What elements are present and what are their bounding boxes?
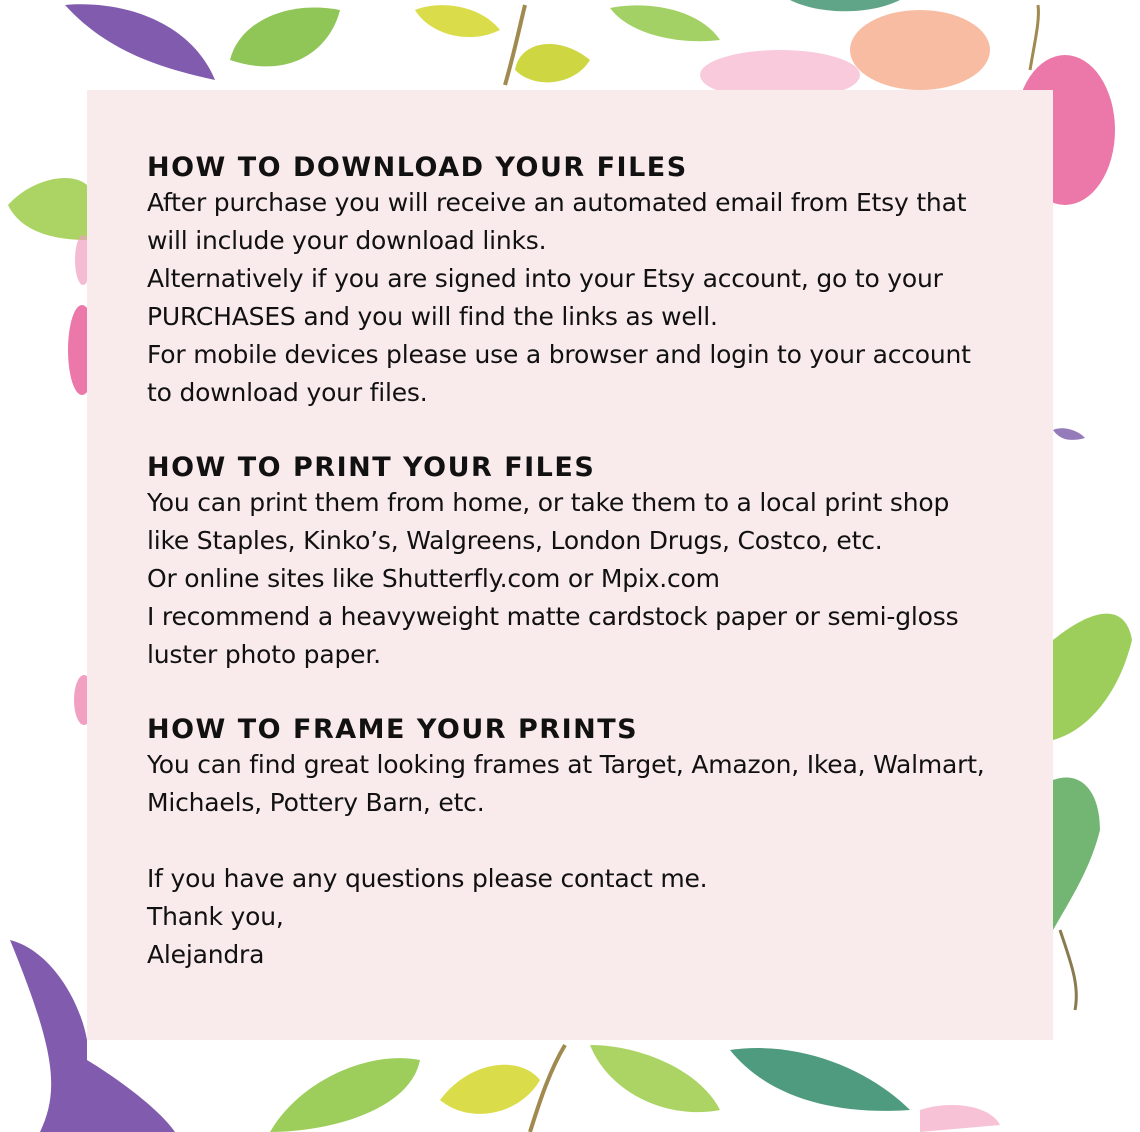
download-heading: HOW TO DOWNLOAD YOUR FILES [147, 152, 688, 183]
frame-heading: HOW TO FRAME YOUR PRINTS [147, 714, 639, 745]
frame-section [147, 714, 997, 822]
teal-leaf-top [790, 0, 900, 11]
closing-section [147, 860, 997, 974]
print-line-3: Or online sites like Shutterfly.com or Mpix.com [147, 564, 720, 593]
purple-leaf-top-left [65, 4, 215, 80]
teal-leaf-bottom [730, 1048, 910, 1111]
yellow-leaf-top-2 [515, 44, 590, 82]
peach-blossom-top [850, 10, 990, 90]
print-line-5: luster photo paper. [147, 640, 381, 669]
section-spacer [147, 412, 997, 452]
yellow-leaf-top [415, 5, 500, 37]
download-line-5: For mobile devices please use a browser and login to your account [147, 340, 971, 369]
frame-line-2: Michaels, Pottery Barn, etc. [147, 788, 485, 817]
download-line-2: will include your download links. [147, 226, 547, 255]
green-leaf-top [230, 7, 340, 66]
instructions-content [147, 152, 997, 974]
green-leaf-left [8, 178, 87, 240]
green-leaf-right [1053, 614, 1132, 740]
download-line-4: PURCHASES and you will find the links as well. [147, 302, 718, 331]
green-leaf-top-2 [610, 5, 720, 41]
signature-name: Alejandra [147, 940, 265, 969]
download-section [147, 152, 997, 412]
print-line-4: I recommend a heavyweight matte cardstock paper or semi-gloss [147, 602, 959, 631]
download-line-1: After purchase you will receive an automated email from Etsy that [147, 188, 967, 217]
green-leaf-bottom [270, 1058, 420, 1132]
download-line-6: to download your files. [147, 378, 428, 407]
closing-line-thanks: Thank you, [147, 902, 284, 931]
print-heading: HOW TO PRINT YOUR FILES [147, 452, 596, 483]
print-line-1: You can print them from home, or take them to a local print shop [147, 488, 950, 517]
section-spacer [147, 674, 997, 714]
print-section [147, 452, 997, 674]
stem-top-right [1030, 5, 1038, 70]
yellow-leaf-bottom [440, 1065, 540, 1114]
frame-line-1: You can find great looking frames at Target, Amazon, Ikea, Walmart, [147, 750, 985, 779]
stem-right [1060, 930, 1076, 1010]
download-line-3: Alternatively if you are signed into your Etsy account, go to your [147, 264, 943, 293]
print-line-2: like Staples, Kinko’s, Walgreens, London Drugs, Costco, etc. [147, 526, 883, 555]
green-leaf-bottom-2 [590, 1045, 720, 1112]
pink-blossom-bottom [920, 1105, 1000, 1132]
instructions-card [87, 90, 1053, 1040]
stem-bottom [530, 1045, 565, 1132]
purple-leaf-right [1053, 428, 1085, 440]
section-spacer [147, 822, 997, 860]
closing-line-questions: If you have any questions please contact me. [147, 864, 708, 893]
teal-leaf-right [1053, 777, 1100, 930]
